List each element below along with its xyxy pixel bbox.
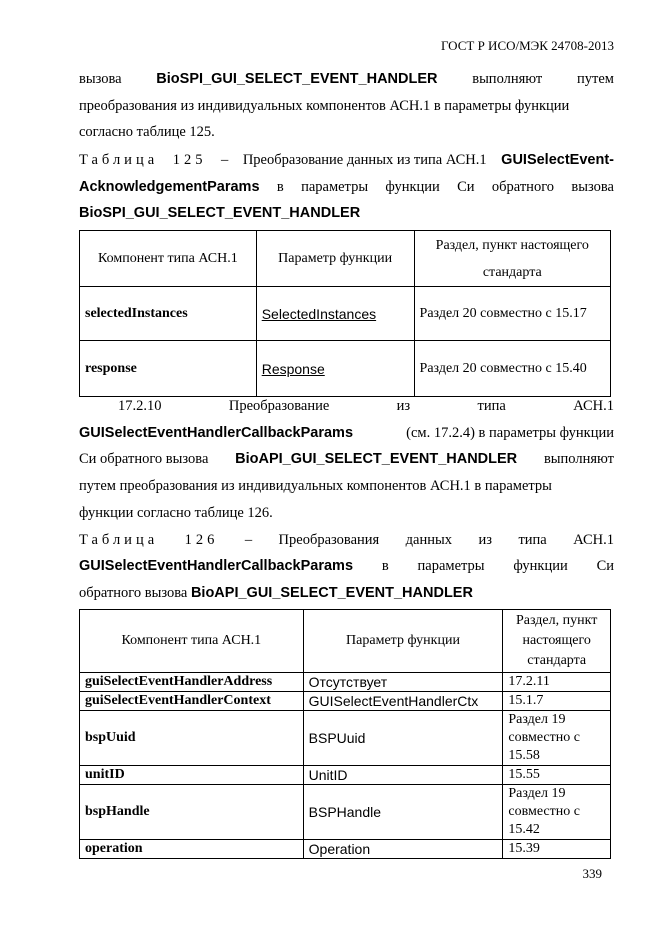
table-row — [80, 711, 611, 766]
section-cell: Раздел 20 совместно с 15.17 — [414, 287, 610, 341]
section-17-2-10-line-3: Си обратного вызова BioAPI_GUI_SELECT_EVENT_HANDLER выполняют — [79, 451, 614, 467]
header-section: Раздел, пункт настоящего стандарта — [503, 610, 611, 673]
component-cell: bspUuid — [80, 711, 304, 766]
table-126-caption-line-3: обратного вызова BioAPI_GUI_SELECT_EVENT_HANDLER — [79, 585, 473, 601]
section-number: 17.2.10 — [118, 398, 162, 414]
section-17-2-10-line-1: 17.2.10 Преобразование из типа АСН.1 — [118, 398, 614, 414]
header-component: Компонент типа АСН.1 — [80, 610, 304, 673]
section-cell: 15.55 — [503, 766, 611, 785]
section-cell: Раздел 20 совместно с 15.40 — [414, 341, 610, 397]
table-header-row — [80, 610, 611, 673]
parameter-cell: SelectedInstances — [256, 287, 414, 341]
section-17-2-10-line-2: GUISelectEventHandlerCallbackParams (см. 17.2.4) в параметры функции — [79, 425, 614, 441]
paragraph-1-line-3: согласно таблице 125. — [79, 124, 215, 140]
component-cell: selectedInstances — [80, 287, 257, 341]
section-cell: Раздел 19 совместно с 15.42 — [503, 785, 611, 840]
component-cell: response — [80, 341, 257, 397]
table-header-row — [80, 231, 611, 287]
table-row — [80, 785, 611, 840]
component-cell: operation — [80, 840, 304, 859]
component-cell: guiSelectEventHandlerContext — [80, 692, 304, 711]
header-parameter: Параметр функции — [256, 231, 414, 287]
table-125 — [79, 230, 611, 397]
function-name: BioSPI_GUI_SELECT_EVENT_HANDLER — [156, 71, 438, 87]
component-cell: unitID — [80, 766, 304, 785]
table-126 — [79, 609, 611, 859]
section-17-2-10-line-4: путем преобразования из индивидуальных компонентов АСН.1 в параметры — [79, 478, 552, 494]
parameter-cell: Response — [256, 341, 414, 397]
component-cell: guiSelectEventHandlerAddress — [80, 673, 304, 692]
parameter-cell: UnitID — [303, 766, 503, 785]
table-125-caption-line-2: AcknowledgementParams в параметры функции Си обратного вызова — [79, 179, 614, 195]
paragraph-1-line-2: преобразования из индивидуальных компонентов АСН.1 в параметры функции — [79, 98, 570, 114]
parameter-cell: Operation — [303, 840, 503, 859]
parameter-cell: BSPUuid — [303, 711, 503, 766]
table-row — [80, 840, 611, 859]
section-cell: 17.2.11 — [503, 673, 611, 692]
section-17-2-10-line-5: функции согласно таблице 126. — [79, 505, 273, 521]
header-component: Компонент типа АСН.1 — [80, 231, 257, 287]
table-125-caption-line-1: Таблица 125 – Преобразование данных из типа АСН.1 GUISelectEvent- — [79, 152, 614, 168]
header-parameter: Параметр функции — [303, 610, 503, 673]
component-cell: bspHandle — [80, 785, 304, 840]
section-cell: 15.1.7 — [503, 692, 611, 711]
table-row — [80, 692, 611, 711]
section-cell: Раздел 19 совместно с 15.58 — [503, 711, 611, 766]
table-row — [80, 287, 611, 341]
parameter-cell: Отсутствует — [303, 673, 503, 692]
table-row — [80, 341, 611, 397]
table-126-caption-line-1: Таблица 126 – Преобразования данных из типа АСН.1 — [79, 532, 614, 548]
header-section: Раздел, пункт настоящего стандарта — [414, 231, 610, 287]
table-125-caption-line-3: BioSPI_GUI_SELECT_EVENT_HANDLER — [79, 205, 361, 221]
section-cell: 15.39 — [503, 840, 611, 859]
parameter-cell: GUISelectEventHandlerCtx — [303, 692, 503, 711]
page-number: 339 — [582, 866, 602, 881]
table-row — [80, 766, 611, 785]
table-row — [80, 673, 611, 692]
table-126-caption-line-2: GUISelectEventHandlerCallbackParams в параметры функции Си — [79, 558, 614, 574]
document-header: ГОСТ Р ИСО/МЭК 24708-2013 — [440, 38, 614, 53]
paragraph-1-line-1: вызова BioSPI_GUI_SELECT_EVENT_HANDLER выполняют путем — [79, 71, 614, 87]
parameter-cell: BSPHandle — [303, 785, 503, 840]
